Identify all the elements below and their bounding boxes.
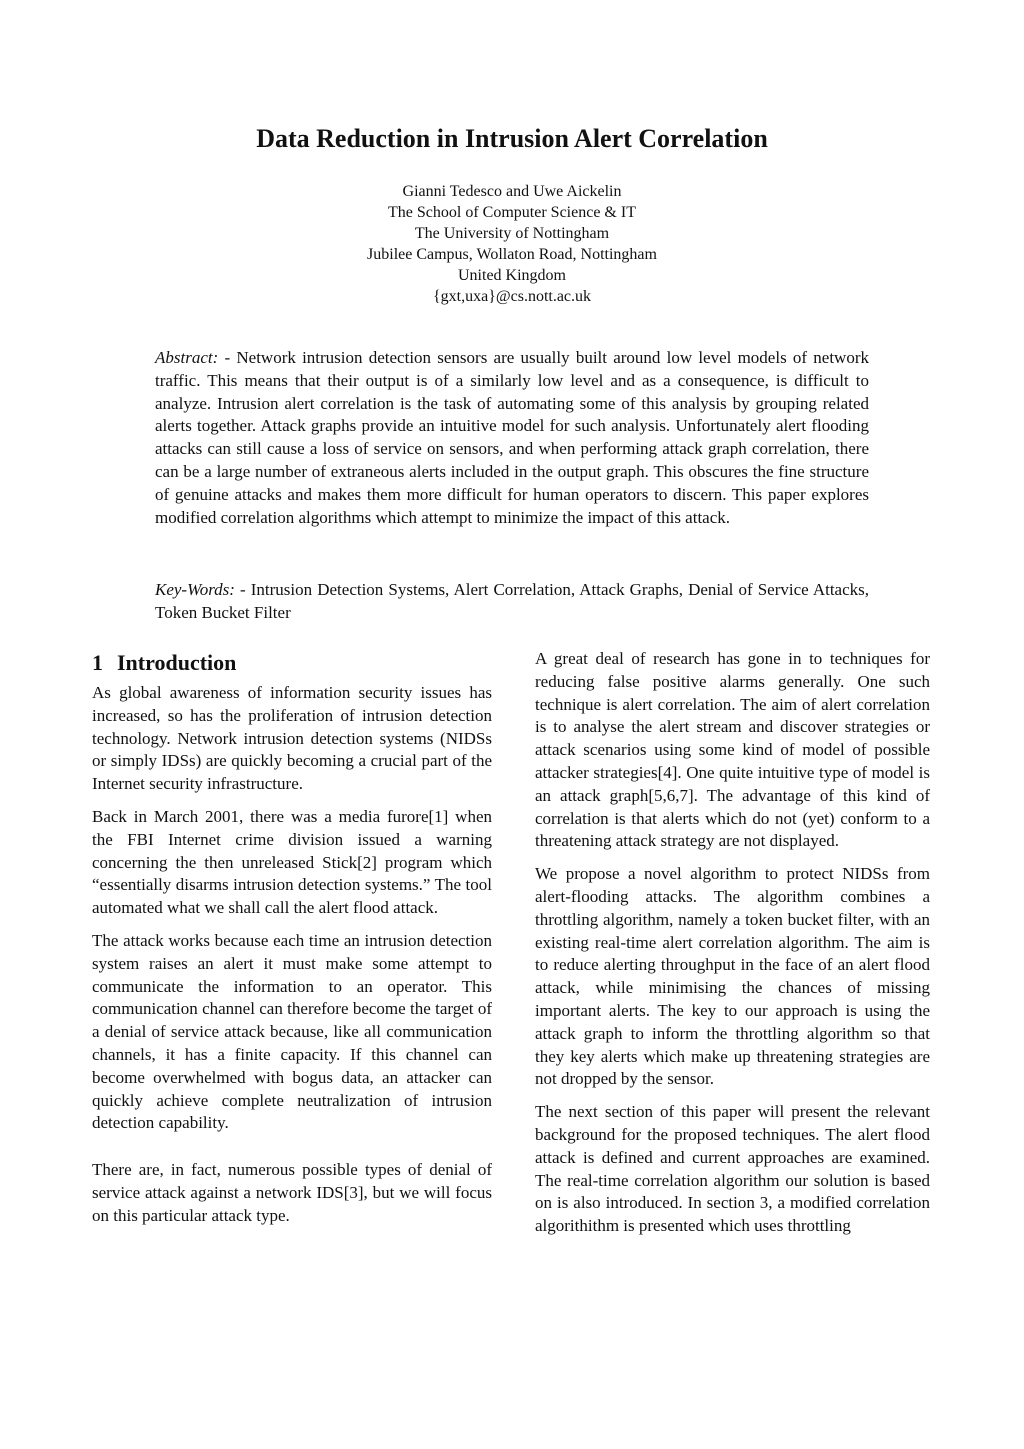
paragraph: The attack works because each time an intrusion detection system raises an alert it must make some attempt to communicate the information to an operator. This communication channel can therefore become the target of a denial of service attack because, like all communication channels, it has a finite capacity. If this channel can become overwhelmed with bogus data, an attacker can quickly achieve complete neutralization of intrusion detection capability.: [92, 930, 492, 1133]
paragraph: Back in March 2001, there was a media furore[1] when the FBI Internet crime division issued a warning concerning the then unreleased Stick[2] program which “essentially disarms intrusion detection systems.” The tool automated what we shall call the alert flood attack.: [92, 806, 492, 918]
left-column: [92, 648, 492, 1238]
author-block: [0, 181, 1024, 307]
paragraph: There are, in fact, numerous possible types of denial of service attack against a network IDS[3], but we will focus on this particular attack type.: [92, 1160, 492, 1225]
section-title: Introduction: [117, 650, 237, 675]
author-names: Gianni Tedesco and Uwe Aickelin: [402, 183, 622, 200]
author-email: {gxt,uxa}@cs.nott.ac.uk: [432, 288, 592, 305]
author-university: The University of Nottingham: [414, 225, 610, 242]
author-campus: Jubilee Campus, Wollaton Road, Nottingham: [367, 246, 657, 263]
keywords-label: Key-Words:: [155, 580, 235, 599]
paragraph: We propose a novel algorithm to protect NIDSs from alert-flooding attacks. The algorithm combines a throttling algorithm, namely a token bucket filter, with an existing real-time alert correlation algorithm. The aim is to reduce alerting throughput in the face of an alert flood attack, while minimising the chances of missing important alerts. The key to our approach is using the attack graph to inform the throttling algorithm so that they key alerts which make up threatening strategies are not dropped by the sensor.: [535, 864, 930, 1089]
abstract-label: Abstract:: [155, 348, 219, 367]
section-heading: [92, 648, 492, 678]
paragraph: The next section of this paper will present the relevant background for the proposed techniques. The alert flood attack is defined and current approaches are examined. The real-time correlation algorithm our solution is based on is also introduced. In section 3, a modified correlation algorithithm is presented which uses throttling: [535, 1102, 930, 1236]
keywords-text: - Intrusion Detection Systems, Alert Correlation, Attack Graphs, Denial of Service Attacks, Token Bucket Filter: [155, 580, 869, 622]
abstract: [155, 347, 869, 529]
author-country: United Kingdom: [458, 267, 566, 284]
section-number: 1: [92, 650, 103, 675]
author-school: The School of Computer Science & IT: [388, 204, 636, 221]
right-column: [535, 648, 930, 1248]
keywords: [155, 578, 869, 624]
abstract-text: - Network intrusion detection sensors are usually built around low level models of network traffic. This means that their output is of a similarly low level and as a consequence, is difficult to analyze. Intrusion alert correlation is the task of automating some of this analysis by grouping related alerts together. Attack graphs provide an intuitive model for such analysis. Unfortunately alert flooding attacks can still cause a loss of service on sensors, and when performing attack graph correlation, there can be a large number of extraneous alerts included in the output graph. This obscures the fine structure of genuine attacks and makes them more difficult for human operators to discern. This paper explores modified correlation algorithms which attempt to minimize the impact of this attack.: [155, 348, 869, 527]
paper-title: Data Reduction in Intrusion Alert Correlation: [256, 124, 768, 153]
paragraph: As global awareness of information security issues has increased, so has the proliferation of intrusion detection technology. Network intrusion detection systems (NIDSs or simply IDSs) are quickly becoming a crucial part of the Internet security infrastructure.: [92, 683, 492, 794]
paragraph: A great deal of research has gone in to techniques for reducing false positive alarms generally. One such technique is alert correlation. The aim of alert correlation is to analyse the alert stream and discover strategies or attack scenarios using some kind of model of possible attacker strategies[4]. One quite intuitive type of model is an attack graph[5,6,7]. The advantage of this kind of correlation is that alerts which do not (yet) conform to a threatening attack strategy are not displayed.: [535, 649, 930, 851]
